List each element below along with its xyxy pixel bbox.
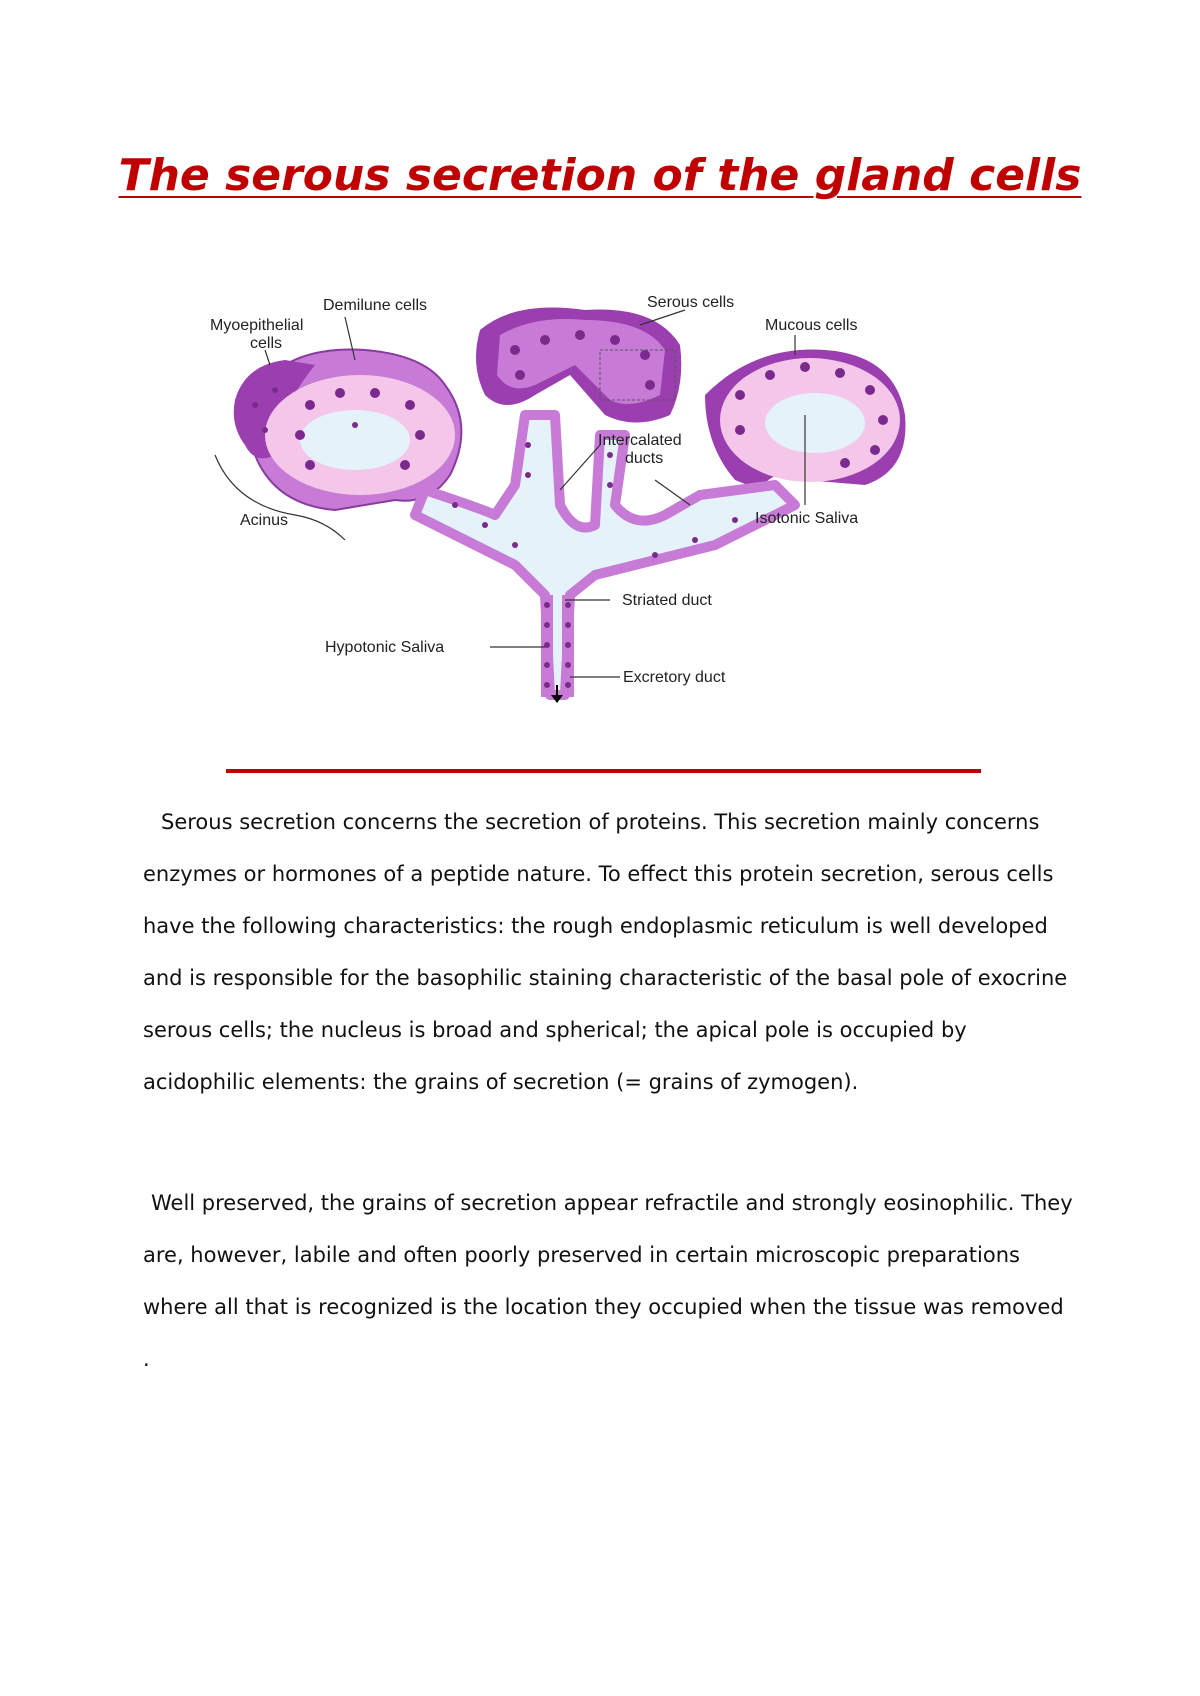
label-isotonic: Isotonic Saliva: [755, 510, 859, 527]
label-intercalated: Intercalated: [598, 432, 682, 449]
label-striated: Striated duct: [622, 592, 712, 609]
label-acinus: Acinus: [240, 512, 289, 529]
label-serous: Serous cells: [647, 294, 735, 311]
label-demilune: Demilune cells: [323, 297, 428, 314]
label-intercalated-ducts: ducts: [625, 450, 664, 467]
paragraph-2-text: Well preserved, the grains of secretion appear refractile and strongly eosinophilic. They are, however, labile and often poorly preserved in certain microscopic preparations where all that is recognized is the location they occupied when the tissue was removed .: [143, 1191, 1073, 1371]
paragraph-1: [143, 796, 1073, 1108]
label-myoepithelial-cells: cells: [250, 335, 283, 352]
gland-diagram-svg: [210, 294, 985, 765]
paragraph-1-text: Serous secretion concerns the secretion of proteins. This secretion mainly concerns enzymes or hormones of a peptide nature. To effect this protein secretion, serous cells have the following characteristics: the rough endoplasmic reticulum is well developed and is responsible for the basophilic staining characteristic of the basal pole of exocrine serous cells; the nucleus is broad and spherical; the apical pole is occupied by acidophilic elements: the grains of secretion (= grains of zymogen).: [143, 810, 1068, 1094]
paragraph-2: [143, 1177, 1073, 1385]
red-divider: [226, 769, 981, 773]
page-title: The serous secretion of the gland cells: [118, 150, 1082, 201]
label-hypotonic: Hypotonic Saliva: [325, 639, 445, 656]
label-mucous: Mucous cells: [765, 317, 858, 334]
salivary-gland-diagram: [210, 294, 985, 765]
serous-acinus: [476, 308, 681, 423]
label-excretory: Excretory duct: [623, 669, 726, 686]
label-myoepithelial: Myoepithelial: [210, 317, 304, 334]
